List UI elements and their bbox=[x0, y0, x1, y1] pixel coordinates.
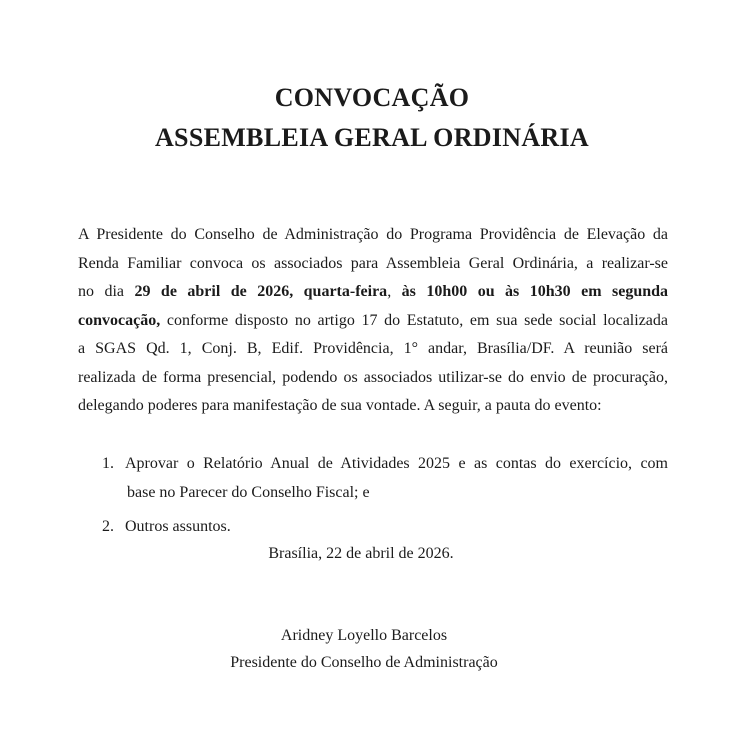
agenda-item-number: 2. bbox=[102, 518, 114, 535]
agenda-item-text: Outros assuntos. bbox=[125, 518, 231, 535]
agenda-item-continuation: base no Parecer do Conselho Fiscal; e bbox=[127, 483, 370, 501]
agenda-list bbox=[102, 450, 668, 542]
signature-role: Presidente do Conselho de Administração bbox=[230, 653, 498, 671]
body-line: realizada de forma presencial, podendo os associados utilizar-se do envio de procuração, bbox=[78, 368, 668, 386]
body-line: no dia 29 de abril de 2026, quarta-feira, às 10h00 ou às 10h30 em segunda bbox=[78, 283, 669, 300]
agenda-item-text: Aprovar o Relatório Anual de Atividades 2025 e as contas do exercício, com bbox=[125, 455, 668, 472]
body-line: a SGAS Qd. 1, Conj. B, Edif. Providência, 1° andar, Brasília/DF. A reunião será bbox=[78, 340, 668, 357]
body-line: Renda Familiar convoca os associados para Assembleia Geral Ordinária, a realizar-se bbox=[78, 254, 668, 272]
signature-block bbox=[0, 623, 744, 676]
agenda-item bbox=[102, 450, 668, 507]
title-line-1: CONVOCAÇÃO bbox=[274, 83, 470, 112]
agenda-item-number: 1. bbox=[102, 455, 114, 472]
body-line: delegando poderes para manifestação de sua vontade. A seguir, a pauta do evento: bbox=[78, 397, 602, 414]
body-paragraph bbox=[78, 221, 668, 421]
agenda-item bbox=[102, 513, 668, 542]
title-line-2: ASSEMBLEIA GERAL ORDINÁRIA bbox=[154, 123, 589, 152]
body-line: A Presidente do Conselho de Administração do Programa Providência de Elevação da bbox=[78, 226, 668, 243]
body-line: convocação, conforme disposto no artigo 17 do Estatuto, em sua sede social localizada bbox=[78, 311, 668, 329]
signature-name: Aridney Loyello Barcelos bbox=[280, 627, 448, 644]
dateline: Brasília, 22 de abril de 2026. bbox=[268, 545, 454, 562]
document-title bbox=[0, 78, 744, 158]
